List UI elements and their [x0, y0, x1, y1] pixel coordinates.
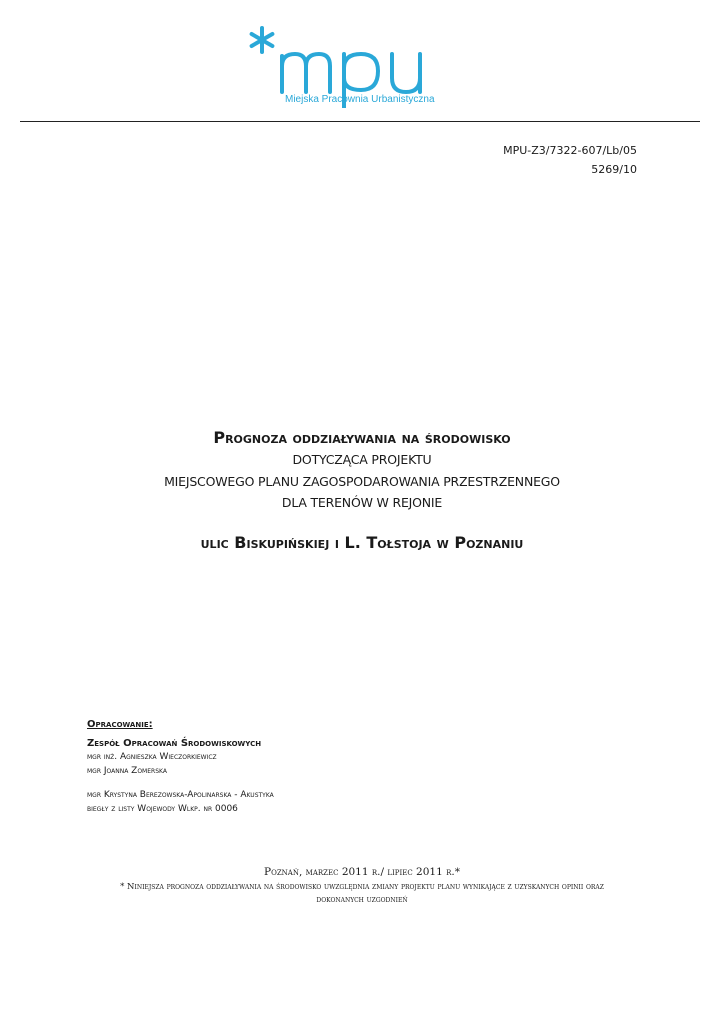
- location-title: ulic Biskupińskiej i L. Tołstoja w Poznaniu: [200, 533, 524, 552]
- title-line-1: DOTYCZĄCA PROJEKTU: [292, 452, 432, 467]
- document-title: Prognoza oddziaływania na środowisko: [213, 428, 511, 447]
- header-divider: [20, 121, 700, 122]
- document-code: MPU-Z3/7322-607/Lb/05: [503, 144, 637, 157]
- place-date: Poznań, marzec 2011 r./ lipiec 2011 r.*: [264, 866, 460, 878]
- logo-subtitle: Miejska Pracownia Urbanistyczna: [285, 94, 435, 105]
- footnote-line-1: * Niniejsza prognoza oddziaływania na środowisko uwzględnia zmiany projektu planu wynikające z uzyskanych opinii oraz: [120, 882, 604, 892]
- author-3: mgr Krystyna Berezowska-Apolinarska - Akustyka: [87, 790, 274, 800]
- team-name: Zespół Opracowań Środowiskowych: [87, 738, 262, 749]
- authors-heading: Opracowanie:: [87, 719, 153, 730]
- footnote-line-2: dokonanych uzgodnień: [316, 895, 408, 905]
- title-line-2: MIEJSCOWEGO PLANU ZAGOSPODAROWANIA PRZESTRZENNEGO: [164, 474, 560, 489]
- author-2: mgr Joanna Zomerska: [87, 766, 167, 776]
- document-number: 5269/10: [591, 163, 637, 176]
- author-1: mgr inż. Agnieszka Wieczorkiewicz: [87, 752, 217, 762]
- author-3-role: biegły z listy Wojewody Wlkp. nr 0006: [87, 804, 238, 814]
- title-line-3: DLA TERENÓW W REJONIE: [281, 495, 443, 510]
